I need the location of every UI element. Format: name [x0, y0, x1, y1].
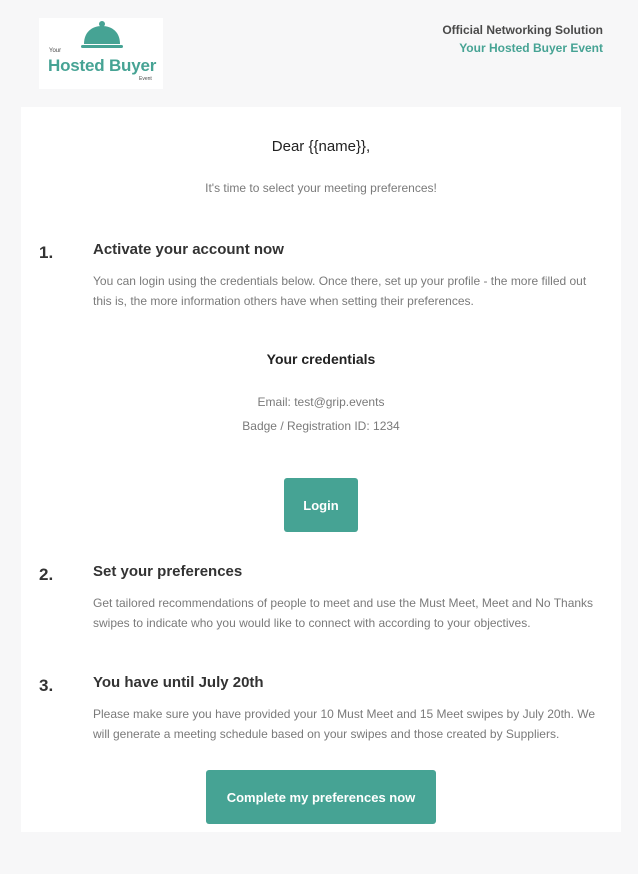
logo: [39, 18, 163, 89]
email-card: [21, 107, 621, 832]
logo-text-main: Hosted Buyer: [48, 56, 157, 75]
logo-text-bottom: Event: [139, 76, 152, 82]
credentials-email: Email: test@grip.events: [257, 395, 385, 409]
credentials-title: Your credentials: [266, 351, 376, 367]
cloche-icon: [80, 20, 124, 52]
step-1-title: Activate your account now: [93, 241, 284, 258]
step-2-number: 2.: [39, 565, 54, 584]
credentials-badge-id: Badge / Registration ID: 1234: [242, 419, 400, 433]
step-1-text: You can login using the credentials below. Once there, set up your profile - the more filled out this is, the more information others have when setting their preferences.: [93, 274, 587, 308]
step-3-number: 3.: [39, 676, 54, 695]
complete-preferences-button[interactable]: Complete my preferences now: [206, 770, 436, 824]
header-event-text: Your Hosted Buyer Event: [459, 41, 603, 55]
logo-text-top: Your: [49, 48, 62, 54]
step-2-text: Get tailored recommendations of people to meet and use the Must Meet, Meet and No Thanks swipes to indicate who you would like to connect with according to your objectives.: [93, 596, 594, 630]
header-tagline: [442, 21, 603, 57]
intro-text: It's time to select your meeting preferences!: [205, 181, 437, 195]
login-button[interactable]: Login: [284, 478, 358, 532]
greeting: Dear {{name}},: [271, 138, 371, 155]
header-solution-text: Official Networking Solution: [442, 23, 603, 37]
step-1-number: 1.: [39, 243, 54, 262]
step-3-text: Please make sure you have provided your 10 Must Meet and 15 Meet swipes by July 20th. We will generate a meeting schedule based on your swipes and those created by Suppliers.: [93, 707, 596, 741]
step-3-title: You have until July 20th: [93, 674, 264, 691]
step-2-title: Set your preferences: [93, 563, 243, 580]
